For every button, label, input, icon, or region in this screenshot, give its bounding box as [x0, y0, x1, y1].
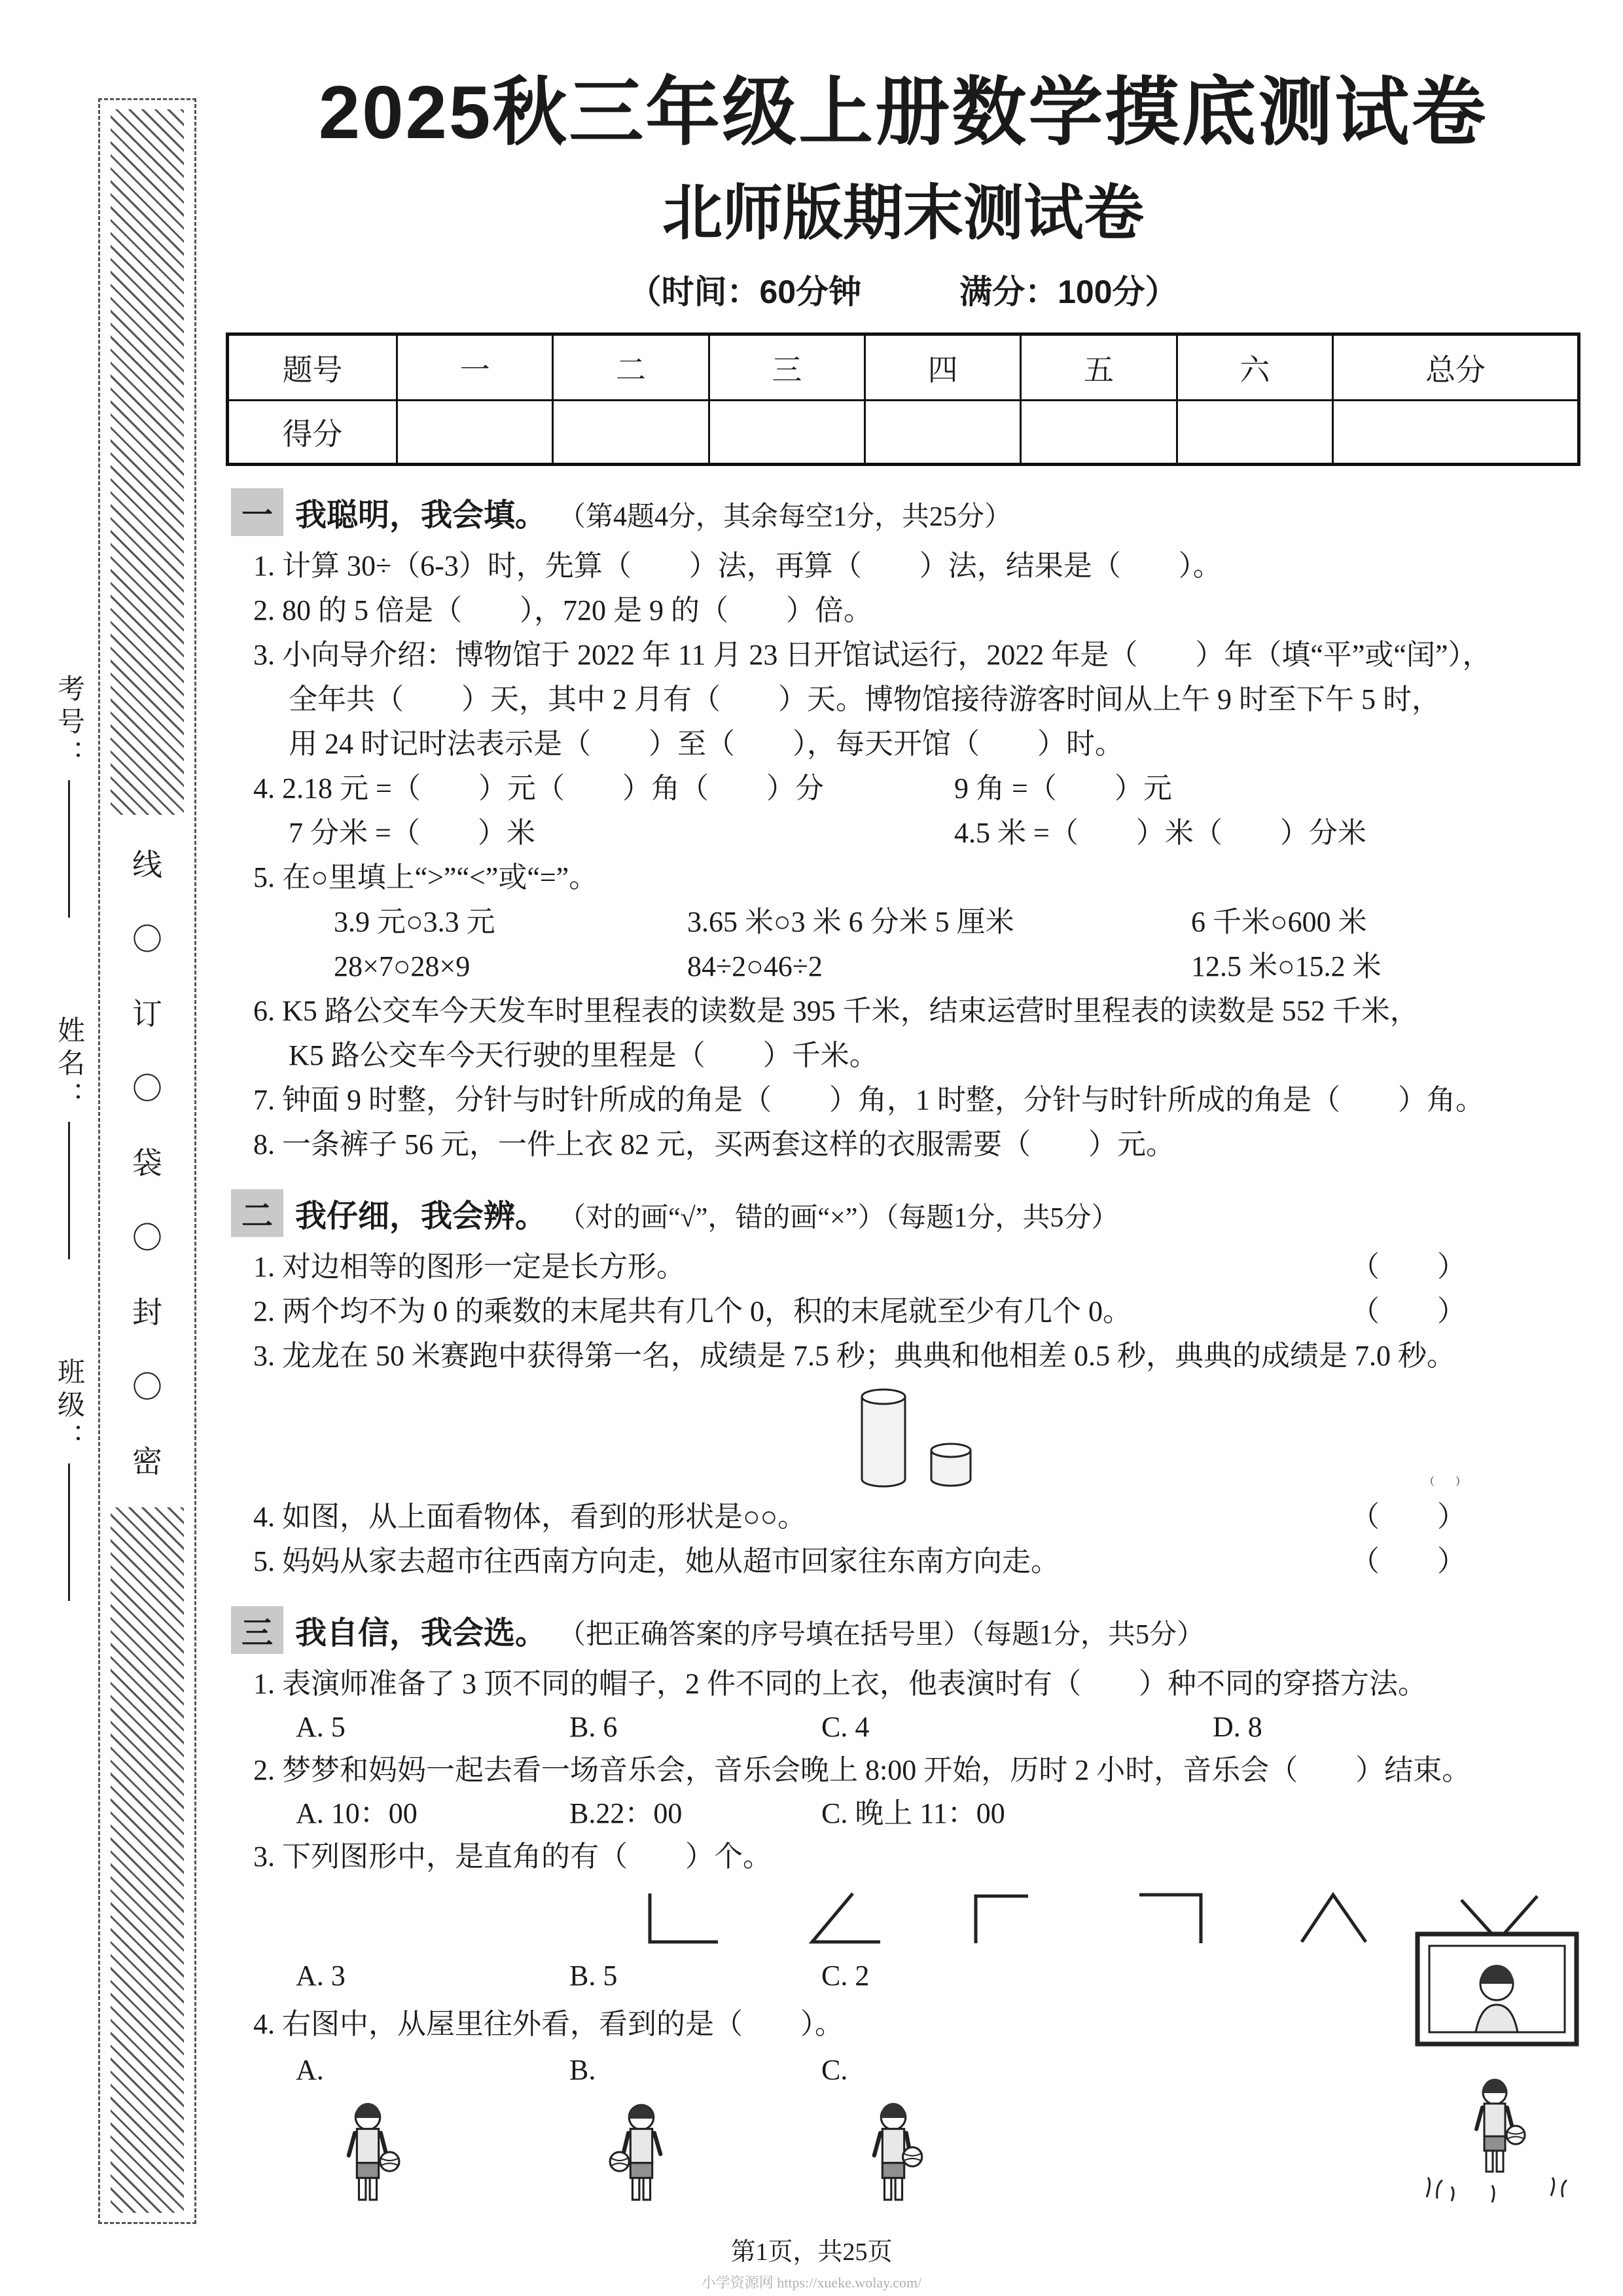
answer-blank: （ ）	[1351, 1251, 1466, 1283]
exam-body	[226, 52, 1580, 2296]
kid-figure-window	[1476, 2079, 1525, 2172]
question-3-3-figures	[226, 1890, 1580, 1948]
compare-item: 12.5 米○15.2 米	[1191, 950, 1382, 982]
window-figure	[1414, 1930, 1580, 2212]
answer-blank: （ ）	[1351, 1545, 1466, 1577]
answer-blank: （ ）	[1423, 1477, 1466, 1488]
exam-meta: （时间：60分钟 满分：100分）	[628, 274, 1178, 310]
score-value-cell	[1332, 399, 1577, 463]
answer-blank: （ ）	[1351, 1295, 1466, 1327]
option-b: B.	[569, 2054, 596, 2086]
angle-figure-5	[1293, 1890, 1378, 1948]
student-name-label: 姓名：	[54, 1016, 84, 1114]
option-a: A. 10：00	[296, 1797, 418, 1829]
section-3-header	[231, 1606, 1580, 1654]
page-subtitle: 北师版期末测试卷	[662, 180, 1144, 247]
question-1-4-part-c: 7 分米 =（ ）米	[289, 817, 535, 849]
kid-figure-a	[335, 2096, 401, 2206]
seal-char: 〇	[132, 923, 162, 956]
question-1-3-cont: 用 24 时记时法表示是（ ）至（ ），每天开馆（ ）时。	[289, 728, 1124, 760]
exam-number-field	[49, 674, 88, 918]
section-2-header	[231, 1189, 1580, 1237]
question-2-4-figure-row	[226, 1384, 1580, 1488]
seal-char: 封	[132, 1296, 162, 1329]
section-3-number: 三	[231, 1606, 283, 1654]
question-1-4-part-d: 4.5 米 =（ ）米（ ）分米	[954, 817, 1366, 849]
question-1-5: 5. 在○里填上“>”“<”或“=”。	[253, 861, 598, 893]
option-a-column	[296, 2051, 569, 2206]
score-header-cell: 六	[1176, 336, 1332, 399]
seal-char: 袋	[132, 1147, 162, 1180]
section-2-note: （对的画“√”，错的画“×”）（每题1分，共5分）	[558, 1203, 1119, 1233]
score-header-cell: 总分	[1332, 336, 1577, 399]
question-3-4: 4. 右图中，从屋里往外看，看到的是（ ）。	[253, 2008, 844, 2040]
question-1-6-cont: K5 路公交车今天行驶的里程是（ ）千米。	[289, 1039, 878, 1071]
question-3-2-options	[226, 1793, 1580, 1835]
compare-item: 3.65 米○3 米 6 分米 5 厘米	[687, 906, 1014, 938]
section-2-title: 我仔细，我会辨。	[295, 1199, 547, 1234]
option-a: A. 5	[296, 1711, 346, 1743]
question-1-5-row-1	[226, 900, 1580, 944]
class-field	[49, 1357, 88, 1601]
question-3-1: 1. 表演师准备了 3 顶不同的帽子，2 件不同的上衣，他表演时有（ ）种不同的穿搭方法。	[253, 1668, 1427, 1700]
question-2-4-text: 4. 如图，从上面看物体，看到的形状是○○。	[253, 1501, 807, 1533]
option-d: D. 8	[1213, 1711, 1262, 1743]
seal-line-text	[132, 815, 162, 1507]
angle-figure-2	[802, 1890, 887, 1948]
student-name-field	[49, 1016, 88, 1259]
question-1-8: 8. 一条裤子 56 元，一件上衣 82 元，买两套这样的衣服需要（ ）元。	[253, 1128, 1175, 1160]
question-3-3: 3. 下列图形中，是直角的有（ ）个。	[253, 1840, 772, 1873]
question-2-1-text: 1. 对边相等的图形一定是长方形。	[253, 1251, 685, 1283]
score-table	[226, 332, 1580, 466]
question-1-1: 1. 计算 30÷（6-3）时，先算（ ）法，再算（ ）法，结果是（ ）。	[253, 550, 1222, 582]
student-name-blank-line	[68, 1122, 70, 1259]
score-value-cell	[552, 399, 707, 463]
question-2-2-text: 2. 两个均不为 0 的乘数的末尾共有几个 0，积的末尾就至少有几个 0。	[253, 1295, 1132, 1327]
score-value-cell	[1176, 399, 1332, 463]
option-a: A. 3	[296, 1960, 346, 1992]
question-1-7: 7. 钟面 9 时整，分针与时针所成的角是（ ）角，1 时整，分针与时针所成的角是（ ）角。	[253, 1084, 1484, 1116]
page-title: 2025秋三年级上册数学摸底测试卷	[318, 71, 1488, 154]
score-header-cell: 四	[864, 336, 1020, 399]
binding-sidebar	[46, 98, 196, 2224]
binding-slash-pattern-bottom	[111, 1507, 184, 2213]
option-a: A.	[296, 2054, 324, 2086]
seal-char: 订	[132, 997, 162, 1031]
option-c: C. 晚上 11：00	[821, 1797, 1005, 1829]
compare-item: 84÷2○46÷2	[687, 950, 823, 982]
compare-item: 3.9 元○3.3 元	[334, 906, 495, 938]
option-c-column	[821, 2051, 1096, 2206]
angle-figure-3	[965, 1890, 1050, 1948]
question-1-4-part-b: 9 角 =（ ）元	[954, 772, 1172, 804]
angle-figure-4	[1129, 1890, 1214, 1948]
class-label: 班级：	[54, 1357, 84, 1456]
question-2-1	[226, 1245, 1580, 1289]
question-1-6: 6. K5 路公交车今天发车时里程表的读数是 395 千米，结束运营时里程表的读数是 552 千米，	[253, 995, 1419, 1027]
seal-char: 〇	[132, 1221, 162, 1255]
question-2-4	[226, 1495, 1580, 1539]
score-header-cell: 二	[552, 336, 707, 399]
section-1-note: （第4题4分，其余每空1分，共25分）	[558, 502, 1012, 532]
score-header-cell: 一	[396, 336, 552, 399]
binding-line-strip	[98, 98, 196, 2224]
section-1-number: 一	[231, 488, 283, 536]
option-b: B.22：00	[569, 1797, 683, 1829]
question-2-5	[226, 1539, 1580, 1584]
question-3-4-options	[226, 2051, 1364, 2206]
compare-item: 28×7○28×9	[334, 950, 471, 982]
score-header-cell: 题号	[282, 353, 343, 387]
question-2-3: 3. 龙龙在 50 米赛跑中获得第一名，成绩是 7.5 秒；典典和他相差 0.5 秒，典典的成绩是 7.0 秒。	[253, 1340, 1455, 1372]
question-2-2	[226, 1289, 1580, 1334]
angle-figure-1	[638, 1890, 723, 1948]
seal-char: 密	[132, 1445, 162, 1479]
exam-number-blank-line	[68, 780, 70, 918]
option-c: C. 2	[821, 1960, 870, 1992]
class-blank-line	[68, 1463, 70, 1601]
question-2-5-text: 5. 妈妈从家去超市往西南方向走，她从超市回家往东南方向走。	[253, 1545, 1060, 1577]
cylinders-figure	[854, 1384, 991, 1488]
seal-char: 线	[132, 848, 162, 882]
student-info-fields	[46, 98, 92, 2224]
page-number: 第1页，共25页	[730, 2238, 893, 2266]
question-1-2: 2. 80 的 5 倍是（ ），720 是 9 的（ ）倍。	[253, 594, 872, 626]
score-header-cell: 三	[708, 336, 864, 399]
binding-slash-pattern-top	[111, 109, 184, 815]
question-1-4-part-a: 4. 2.18 元 =（ ）元（ ）角（ ）分	[253, 772, 824, 804]
compare-item: 6 千米○600 米	[1191, 906, 1367, 938]
section-1-title: 我聪明，我会填。	[295, 498, 547, 533]
seal-char: 〇	[132, 1371, 162, 1404]
site-watermark: 小学资源网 https://xueke.wolay.com/	[701, 2274, 922, 2291]
option-c: C.	[821, 2054, 848, 2086]
option-b: B. 5	[569, 1960, 618, 1992]
question-1-3: 3. 小向导介绍：博物馆于 2022 年 11 月 23 日开馆试运行，2022 年是（ ）年（填“平”或“闰”），	[253, 639, 1491, 671]
score-value-cell	[396, 399, 552, 463]
question-1-3-cont: 全年共（ ）天，其中 2 月有（ ）天。博物馆接待游客时间从上午 9 时至下午 5 时，	[289, 683, 1440, 715]
question-1-4-cont	[226, 811, 1580, 855]
grass-strokes	[1427, 2178, 1567, 2202]
score-value-cell	[1020, 399, 1175, 463]
answer-blank: （ ）	[1351, 1501, 1466, 1533]
score-value-cell	[864, 399, 1020, 463]
kid-figure-b	[609, 2096, 674, 2206]
section-3-note: （把正确答案的序号填在括号里）（每题1分，共5分）	[558, 1620, 1205, 1650]
option-b: B. 6	[569, 1711, 618, 1743]
score-header-cell: 五	[1020, 336, 1175, 399]
question-3-3-options	[226, 1955, 1580, 1997]
section-2-number: 二	[231, 1189, 283, 1237]
score-label-cell: 得分	[229, 399, 396, 463]
section-1-header	[231, 488, 1580, 536]
question-1-5-row-2	[226, 944, 1580, 989]
kid-figure-c	[861, 2096, 926, 2206]
question-3-1-options	[226, 1706, 1580, 1748]
question-3-2: 2. 梦梦和妈妈一起去看一场音乐会，音乐会晚上 8:00 开始，历时 2 小时，音乐会（ ）结束。	[253, 1754, 1471, 1786]
option-b-column	[569, 2051, 821, 2206]
section-3-title: 我自信，我会选。	[295, 1616, 547, 1651]
seal-char: 〇	[132, 1072, 162, 1105]
exam-number-label: 考号：	[54, 674, 84, 772]
option-c: C. 4	[821, 1711, 870, 1743]
score-value-cell	[708, 399, 864, 463]
question-1-4	[226, 766, 1580, 811]
